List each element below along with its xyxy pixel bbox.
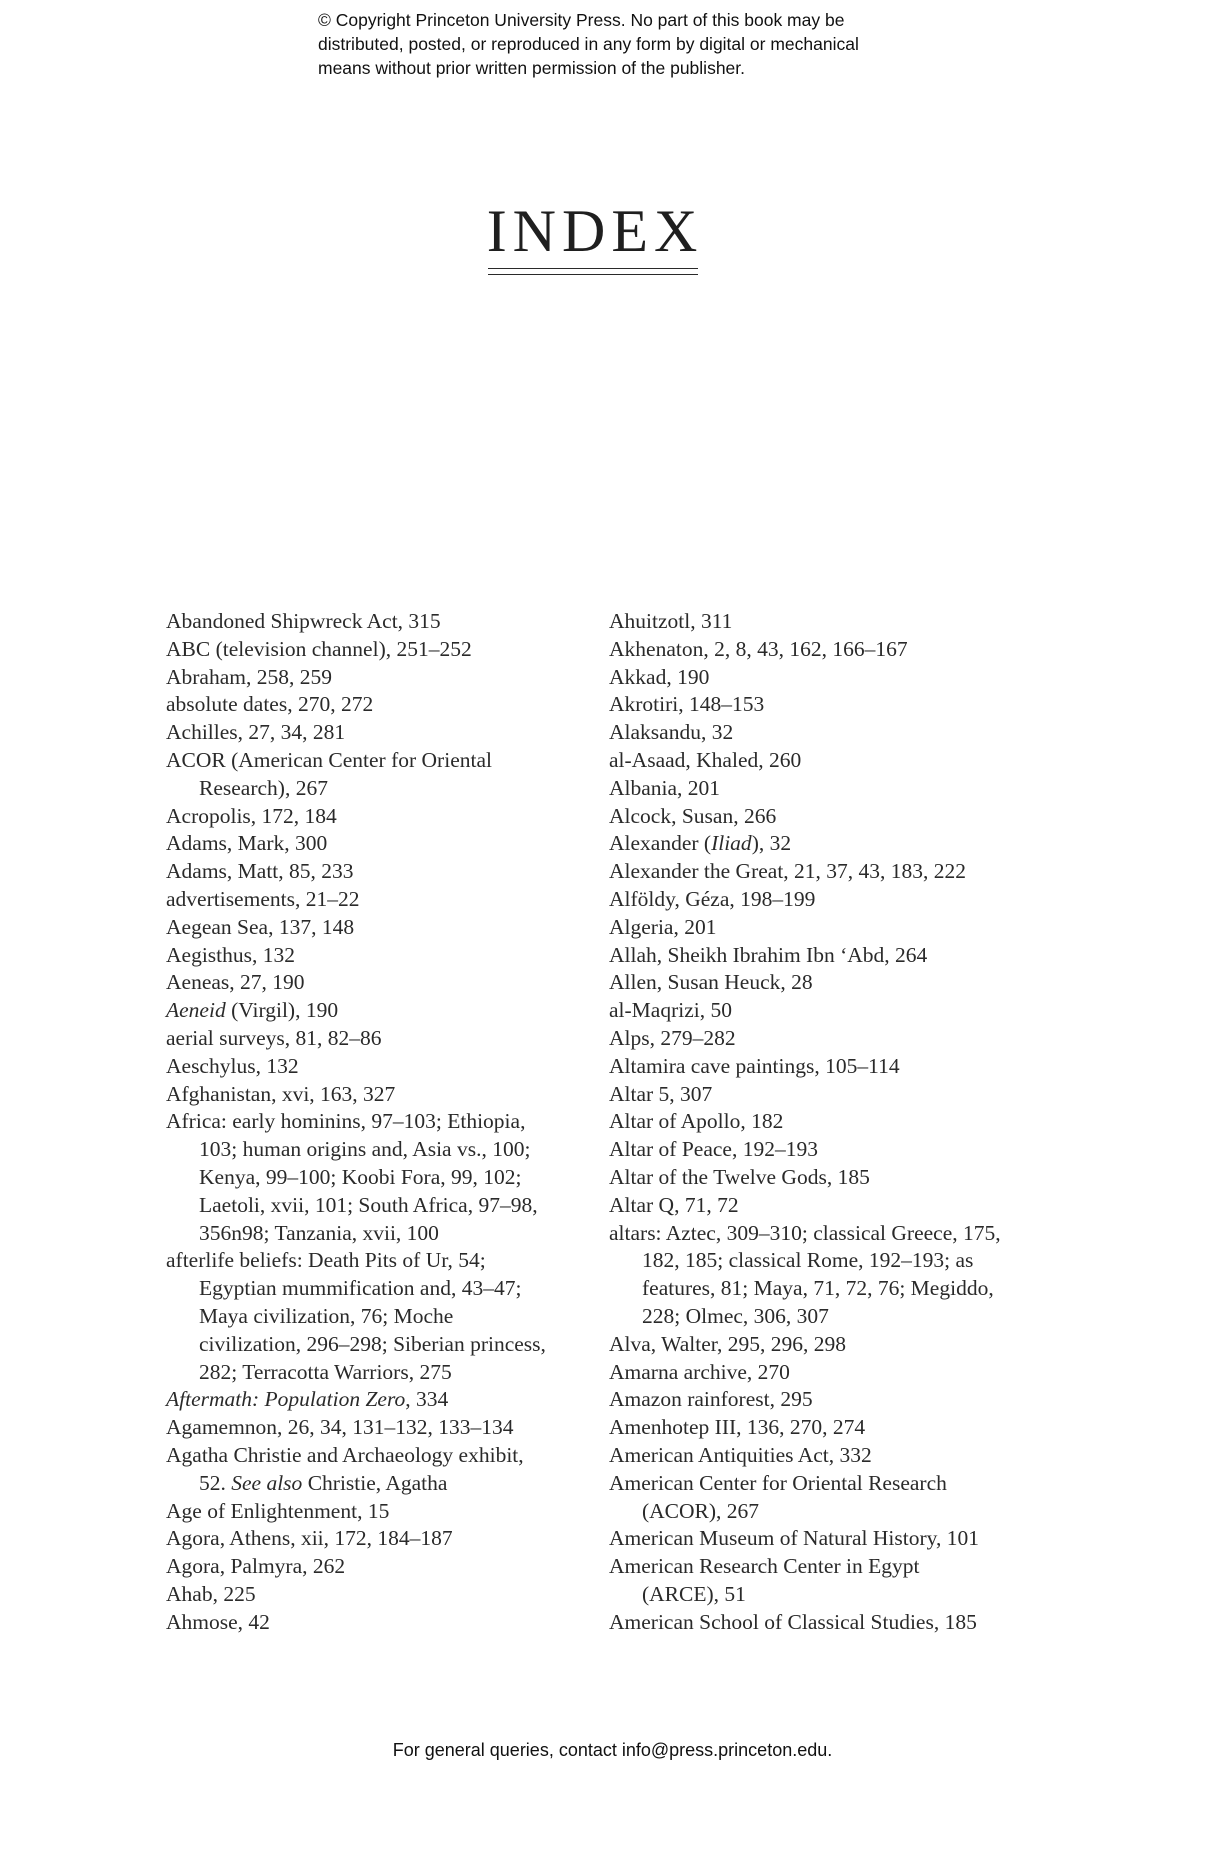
index-entry-line	[609, 1525, 1029, 1553]
index-entry-amazon-rainforest	[609, 1386, 1029, 1414]
index-entry-alps	[609, 1025, 1029, 1053]
index-entry-continuation	[166, 1136, 586, 1164]
index-entry-alfoldy	[609, 886, 1029, 914]
index-entry-line	[166, 719, 586, 747]
entry-text: Ahab, 225	[166, 1581, 256, 1606]
index-entry-line	[609, 1108, 1029, 1136]
index-entry-line	[609, 1136, 1029, 1164]
index-entry-continuation	[609, 1498, 1029, 1526]
index-entry-abc	[166, 636, 586, 664]
index-entry-line	[609, 719, 1029, 747]
index-entry-line	[166, 1081, 586, 1109]
index-entry-line	[166, 1108, 586, 1136]
entry-text: Alcock, Susan, 266	[609, 803, 777, 828]
index-entry-line	[166, 691, 586, 719]
index-entry-line	[609, 942, 1029, 970]
entry-text: Kenya, 99–100; Koobi Fora, 99, 102;	[199, 1164, 522, 1189]
entry-text: Altar of Apollo, 182	[609, 1109, 784, 1134]
index-entry-akkad	[609, 664, 1029, 692]
entry-text: Ahmose, 42	[166, 1609, 270, 1634]
index-entry-line	[166, 942, 586, 970]
entry-text: American Center for Oriental Research	[609, 1470, 947, 1495]
entry-text: ABC (television channel), 251–252	[166, 636, 472, 661]
index-entry-continuation	[166, 775, 586, 803]
index-entry-line	[609, 886, 1029, 914]
entry-text: Achilles, 27, 34, 281	[166, 720, 346, 745]
entry-italic-text: Iliad	[711, 831, 752, 856]
index-entry-line	[166, 914, 586, 942]
index-entry-achilles	[166, 719, 586, 747]
index-entry-abraham	[166, 664, 586, 692]
entry-text: Allah, Sheikh Ibrahim Ibn ‘Abd, 264	[609, 942, 928, 967]
index-entry-line	[166, 886, 586, 914]
entry-text: American School of Classical Studies, 185	[609, 1609, 977, 1634]
page-title: INDEX	[486, 198, 704, 264]
index-entry-altamira	[609, 1053, 1029, 1081]
index-entry-aeschylus	[166, 1053, 586, 1081]
entry-text: features, 81; Maya, 71, 72, 76; Megiddo,	[642, 1276, 994, 1301]
entry-text: Alva, Walter, 295, 296, 298	[609, 1331, 847, 1356]
index-entry-american-center-oriental-research	[609, 1470, 1029, 1526]
index-entry-ahab	[166, 1581, 586, 1609]
index-entry-amenhotep-iii	[609, 1414, 1029, 1442]
index-entry-line	[609, 1192, 1029, 1220]
index-entry-allen-susan	[609, 969, 1029, 997]
entry-text: Alföldy, Géza, 198–199	[609, 886, 816, 911]
index-entry-line	[609, 1442, 1029, 1470]
index-entry-line	[609, 969, 1029, 997]
entry-text: Altar 5, 307	[609, 1081, 713, 1106]
entry-text: Aeneas, 27, 190	[166, 970, 305, 995]
index-entry-abandoned-shipwreck-act	[166, 608, 586, 636]
index-entry-line	[166, 1442, 586, 1470]
entry-italic-text: See also	[231, 1470, 303, 1495]
index-entry-absolute-dates	[166, 691, 586, 719]
entry-text: advertisements, 21–22	[166, 886, 360, 911]
index-entry-continuation	[609, 1581, 1029, 1609]
entry-text: 52.	[199, 1470, 232, 1495]
index-entry-alaksandu	[609, 719, 1029, 747]
index-entry-line	[166, 1247, 586, 1275]
index-entry-line	[166, 1053, 586, 1081]
index-entry-altars	[609, 1220, 1029, 1331]
index-entry-altar-twelve-gods	[609, 1164, 1029, 1192]
index-entry-line	[166, 1609, 586, 1637]
index-entry-aftermath	[166, 1386, 586, 1414]
index-entry-continuation	[166, 1220, 586, 1248]
entry-text: 356n98; Tanzania, xvii, 100	[199, 1220, 439, 1245]
entry-text: al-Asaad, Khaled, 260	[609, 747, 802, 772]
entry-text: (ARCE), 51	[642, 1581, 746, 1606]
index-entry-line	[166, 830, 586, 858]
entry-text: 282; Terracotta Warriors, 275	[199, 1359, 452, 1384]
entry-text: Allen, Susan Heuck, 28	[609, 970, 813, 995]
entry-text: Agatha Christie and Archaeology exhibit,	[166, 1442, 524, 1467]
index-entry-al-asaad	[609, 747, 1029, 775]
index-entry-line	[166, 636, 586, 664]
index-entry-line	[609, 691, 1029, 719]
entry-text: Adams, Matt, 85, 233	[166, 859, 354, 884]
index-entry-alcock	[609, 803, 1029, 831]
index-entry-line	[166, 1498, 586, 1526]
entry-text: Alexander (	[609, 831, 712, 856]
index-entry-aerial-surveys	[166, 1025, 586, 1053]
index-entry-line	[166, 969, 586, 997]
index-entry-adams-mark	[166, 830, 586, 858]
entry-text: ACOR (American Center for Oriental	[166, 747, 492, 772]
index-entry-alexander-iliad	[609, 830, 1029, 858]
index-entry-aeneas	[166, 969, 586, 997]
entry-text: Adams, Mark, 300	[166, 831, 328, 856]
index-entry-line	[609, 1470, 1029, 1498]
entry-text: Altamira cave paintings, 105–114	[609, 1053, 900, 1078]
index-entry-line	[609, 830, 1029, 858]
entry-text: Aeschylus, 132	[166, 1053, 299, 1078]
index-entry-line	[609, 914, 1029, 942]
entry-text: Agora, Palmyra, 262	[166, 1554, 346, 1579]
entry-text: ), 32	[751, 831, 792, 856]
index-entry-allah-sheikh	[609, 942, 1029, 970]
index-entry-line	[166, 1386, 586, 1414]
index-entry-line	[609, 1164, 1029, 1192]
entry-text: Maya civilization, 76; Moche	[199, 1303, 454, 1328]
footer-contact: For general queries, contact info@press.princeton.edu.	[392, 1740, 833, 1760]
entry-text: Alps, 279–282	[609, 1025, 736, 1050]
entry-italic-text: Aeneid	[166, 998, 226, 1023]
index-entry-continuation	[166, 1164, 586, 1192]
entry-text: Age of Enlightenment, 15	[166, 1498, 390, 1523]
entry-text: Amazon rainforest, 295	[609, 1387, 813, 1412]
entry-text: Akkad, 190	[609, 664, 710, 689]
entry-text: American Antiquities Act, 332	[609, 1442, 872, 1467]
index-column-right	[609, 608, 1029, 1636]
index-entry-continuation	[166, 1303, 586, 1331]
index-entry-line	[609, 858, 1029, 886]
entry-text: (ACOR), 267	[642, 1498, 760, 1523]
entry-text: Abraham, 258, 259	[166, 664, 332, 689]
index-entry-line	[609, 1331, 1029, 1359]
index-entry-aeneid	[166, 997, 586, 1025]
index-entry-line	[609, 608, 1029, 636]
entry-text: Laetoli, xvii, 101; South Africa, 97–98,	[199, 1192, 538, 1217]
copyright-line: © Copyright Princeton University Press. No part of this book may be	[318, 10, 845, 30]
entry-text: 228; Olmec, 306, 307	[642, 1303, 829, 1328]
index-entry-american-antiquities-act	[609, 1442, 1029, 1470]
index-entry-ahuitzotl	[609, 608, 1029, 636]
copyright-line: distributed, posted, or reproduced in any form by digital or mechanical	[318, 34, 859, 54]
entry-text: Afghanistan, xvi, 163, 327	[166, 1081, 396, 1106]
index-entry-american-research-center-egypt	[609, 1553, 1029, 1609]
index-entry-albania	[609, 775, 1029, 803]
entry-text: Amarna archive, 270	[609, 1359, 790, 1384]
index-entry-continuation	[609, 1247, 1029, 1275]
index-entry-line	[166, 997, 586, 1025]
entry-text: American Museum of Natural History, 101	[609, 1526, 979, 1551]
entry-text: Egyptian mummification and, 43–47;	[199, 1276, 522, 1301]
index-entry-line	[609, 664, 1029, 692]
entry-text: aerial surveys, 81, 82–86	[166, 1025, 382, 1050]
index-column-left	[166, 608, 586, 1636]
index-entry-acor	[166, 747, 586, 803]
index-entry-adams-matt	[166, 858, 586, 886]
entry-text: American Research Center in Egypt	[609, 1554, 920, 1579]
copyright-line: means without prior written permission of the publisher.	[318, 58, 746, 78]
entry-text: Abandoned Shipwreck Act, 315	[166, 609, 441, 633]
index-entry-altar-of-peace	[609, 1136, 1029, 1164]
index-entry-line	[166, 803, 586, 831]
index-entry-line	[609, 1553, 1029, 1581]
entry-text: Alexander the Great, 21, 37, 43, 183, 222	[609, 859, 967, 884]
entry-text: , 334	[405, 1387, 449, 1412]
entry-text: Aegean Sea, 137, 148	[166, 914, 355, 939]
entry-text: Christie, Agatha	[302, 1470, 448, 1495]
index-entry-line	[166, 1581, 586, 1609]
index-entry-line	[609, 997, 1029, 1025]
index-entry-altar-of-apollo	[609, 1108, 1029, 1136]
entry-text: Altar of Peace, 192–193	[609, 1137, 818, 1162]
index-entry-acropolis	[166, 803, 586, 831]
index-entry-afghanistan	[166, 1081, 586, 1109]
index-entry-al-maqrizi	[609, 997, 1029, 1025]
index-entry-algeria	[609, 914, 1029, 942]
entry-text: afterlife beliefs: Death Pits of Ur, 54;	[166, 1248, 486, 1273]
index-entry-line	[166, 747, 586, 775]
index-entry-line	[609, 1359, 1029, 1387]
index-entry-akrotiri	[609, 691, 1029, 719]
entry-text: Altar of the Twelve Gods, 185	[609, 1164, 870, 1189]
entry-text: altars: Aztec, 309–310; classical Greece, 175,	[609, 1220, 1001, 1245]
index-entry-line	[609, 1053, 1029, 1081]
index-entry-line	[166, 1553, 586, 1581]
index-entry-africa	[166, 1108, 586, 1247]
index-entry-line	[166, 858, 586, 886]
copyright-notice	[318, 8, 958, 80]
index-entry-line	[609, 1025, 1029, 1053]
index-entry-akhenaton	[609, 636, 1029, 664]
entry-text: 103; human origins and, Asia vs., 100;	[199, 1137, 531, 1162]
index-entry-american-museum-natural-history	[609, 1525, 1029, 1553]
index-entry-agatha-christie-exhibit	[166, 1442, 586, 1498]
index-entry-altar-5	[609, 1081, 1029, 1109]
index-entry-age-of-enlightenment	[166, 1498, 586, 1526]
index-entry-alexander-the-great	[609, 858, 1029, 886]
index-entry-altar-q	[609, 1192, 1029, 1220]
index-entry-advertisements	[166, 886, 586, 914]
entry-text: Akrotiri, 148–153	[609, 692, 765, 717]
index-entry-aegean-sea	[166, 914, 586, 942]
index-entry-american-school-classical-studies	[609, 1609, 1029, 1637]
entry-text: Algeria, 201	[609, 914, 717, 939]
index-entry-line	[166, 664, 586, 692]
title-rule-top	[488, 268, 698, 269]
entry-text: civilization, 296–298; Siberian princess,	[199, 1331, 546, 1356]
entry-text: (Virgil), 190	[225, 998, 339, 1023]
index-entry-continuation	[609, 1275, 1029, 1303]
index-entry-line	[166, 608, 586, 636]
entry-text: Akhenaton, 2, 8, 43, 162, 166–167	[609, 636, 908, 661]
index-entry-afterlife-beliefs	[166, 1247, 586, 1386]
entry-text: Alaksandu, 32	[609, 720, 734, 745]
entry-text: Agora, Athens, xii, 172, 184–187	[166, 1526, 453, 1551]
index-entry-agora-athens	[166, 1525, 586, 1553]
index-entry-line	[609, 1081, 1029, 1109]
index-entry-line	[609, 1220, 1029, 1248]
index-entry-line	[166, 1025, 586, 1053]
entry-text: Amenhotep III, 136, 270, 274	[609, 1415, 866, 1440]
index-entry-continuation	[166, 1275, 586, 1303]
index-entry-amarna-archive	[609, 1359, 1029, 1387]
index-entry-alva-walter	[609, 1331, 1029, 1359]
index-entry-line	[609, 747, 1029, 775]
entry-text: 182, 185; classical Rome, 192–193; as	[642, 1248, 974, 1273]
index-entry-line	[166, 1525, 586, 1553]
entry-text: Agamemnon, 26, 34, 131–132, 133–134	[166, 1415, 514, 1440]
entry-italic-text: Aftermath: Population Zero	[166, 1387, 406, 1412]
index-entry-agora-palmyra	[166, 1553, 586, 1581]
entry-text: Acropolis, 172, 184	[166, 803, 337, 828]
index-entry-continuation	[166, 1359, 586, 1387]
title-rule-bottom	[488, 274, 698, 275]
entry-text: Ahuitzotl, 311	[609, 609, 733, 633]
entry-text: absolute dates, 270, 272	[166, 692, 374, 717]
index-entry-agamemnon	[166, 1414, 586, 1442]
index-entry-ahmose	[166, 1609, 586, 1637]
index-entry-line	[609, 803, 1029, 831]
entry-text: Research), 267	[199, 775, 328, 800]
entry-text: al-Maqrizi, 50	[609, 998, 732, 1023]
entry-text: Africa: early hominins, 97–103; Ethiopia,	[166, 1109, 526, 1134]
index-entry-continuation	[166, 1470, 586, 1498]
index-entry-line	[609, 1609, 1029, 1637]
index-entry-aegisthus	[166, 942, 586, 970]
index-entry-continuation	[166, 1331, 586, 1359]
index-entry-continuation	[609, 1303, 1029, 1331]
index-entry-line	[609, 1414, 1029, 1442]
index-entry-line	[609, 636, 1029, 664]
entry-text: Albania, 201	[609, 775, 721, 800]
index-entry-continuation	[166, 1192, 586, 1220]
index-entry-line	[609, 775, 1029, 803]
entry-text: Aegisthus, 132	[166, 942, 295, 967]
index-entry-line	[166, 1414, 586, 1442]
entry-text: Altar Q, 71, 72	[609, 1192, 739, 1217]
index-entry-line	[609, 1386, 1029, 1414]
